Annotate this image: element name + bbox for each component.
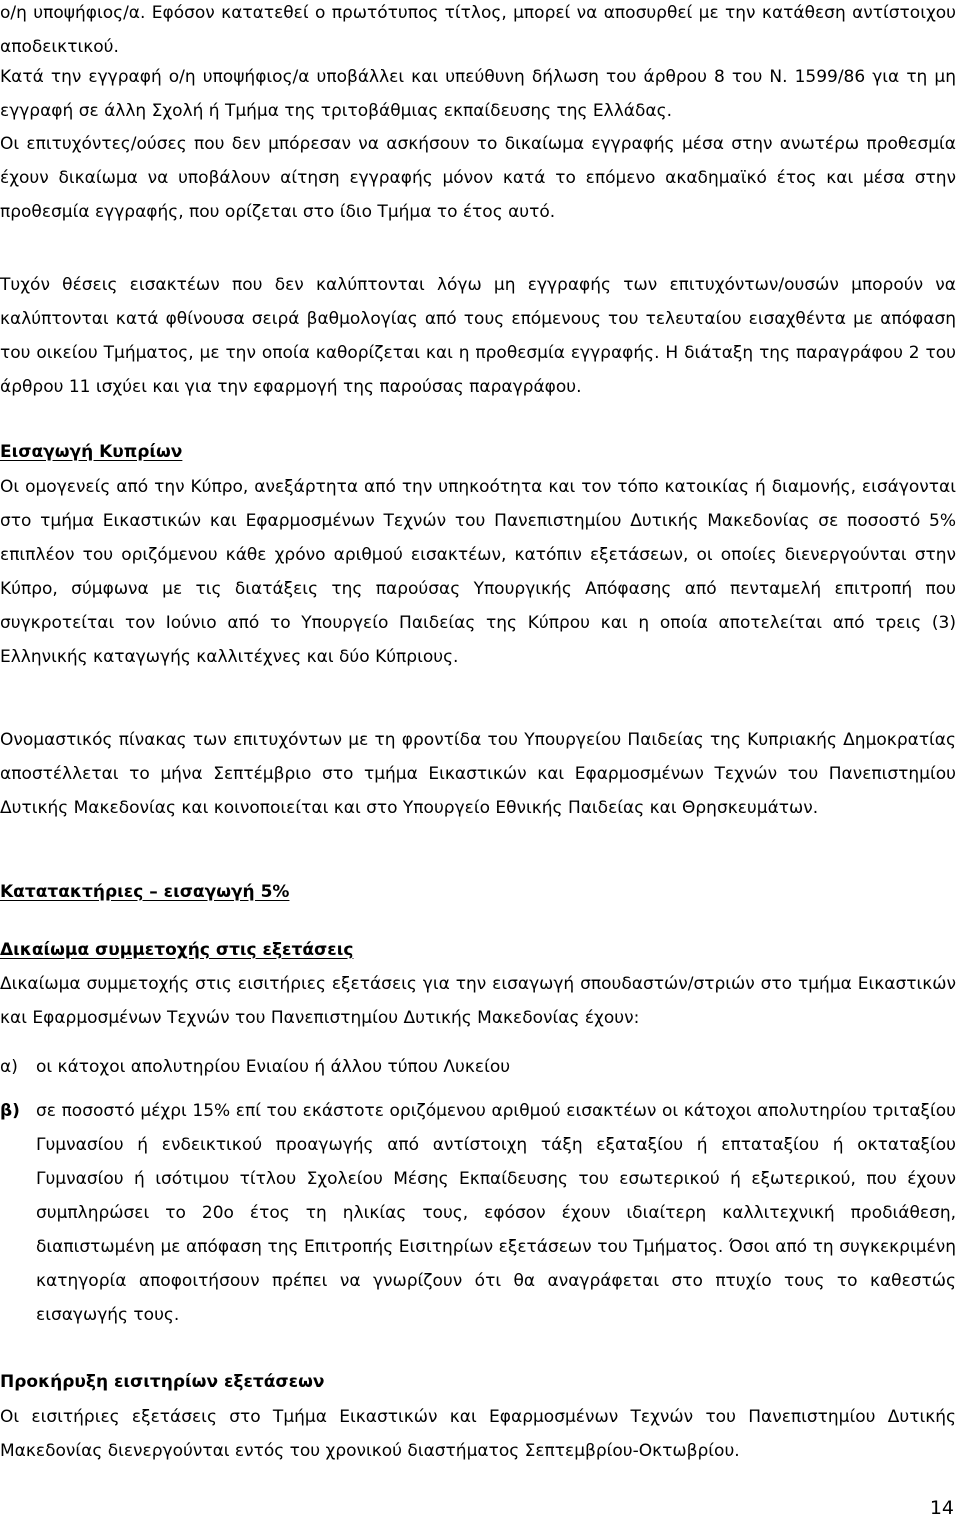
list-marker-a: α) <box>0 1057 18 1077</box>
paragraph-participation-intro: Δικαίωμα συμμετοχής στις εισιτήριες εξετάσεις για την εισαγωγή σπουδαστών/στριών στο τμήμα Εικαστικών και Εφαρμοσμένων Τεχνών του Πανεπιστημίου Δυτικής Μακεδονίας έχουν: <box>0 974 956 1028</box>
list-marker-b: β) <box>0 1101 20 1121</box>
paragraph-vacant-positions: Τυχόν θέσεις εισακτέων που δεν καλύπτονται λόγω μη εγγραφής των επιτυχόντων/ουσών μπορούν να καλύπτονται κατά φθίνουσα σειρά βαθμολογίας από τους επόμενους του τελευταίου εισαχθέντα με απόφαση του οικείου Τμήματος, με την οποία καθορίζεται και η προθεσμία εγγραφής. Η διάταξη της παραγράφου 2 του άρθρου 11 ισχύει και για την εφαρμογή της παρούσας παραγράφου. <box>0 275 956 397</box>
heading-placement-exams: Κατατακτήριες – εισαγωγή 5% <box>0 882 290 902</box>
paragraph-cyprus-list: Ονομαστικός πίνακας των επιτυχόντων με τη φροντίδα του Υπουργείου Παιδείας της Κυπριακής Δημοκρατίας αποστέλλεται το μήνα Σεπτέμβριο στο τμήμα Εικαστικών και Εφαρμοσμένων Τεχνών του Πανεπιστημίου Δυτικής Μακεδονίας και κοινοποιείται και στο Υπουργείο Εθνικής Παιδείας και Θρησκευμάτων. <box>0 730 956 818</box>
list-text-a: οι κάτοχοι απολυτηρίου Ενιαίου ή άλλου τύπου Λυκείου <box>36 1057 511 1077</box>
heading-participation-right: Δικαίωμα συμμετοχής στις εξετάσεις <box>0 940 354 960</box>
paragraph-registration-declaration: Κατά την εγγραφή ο/η υποψήφιος/α υποβάλλει και υπεύθυνη δήλωση του άρθρου 8 του Ν. 1599/86 για τη μη εγγραφή σε άλλη Σχολή ή Τμήμα της τριτοβάθμιας εκπαίδευσης της Ελλάδας. <box>0 67 956 121</box>
paragraph-late-registration: Οι επιτυχόντες/ούσες που δεν μπόρεσαν να ασκήσουν το δικαίωμα εγγραφής μέσα στην ανωτέρω προθεσμία έχουν δικαίωμα να υποβάλουν αίτηση εγγραφής μόνον κατά το επόμενο ακαδημαϊκό έτος και μέσα στην προθεσμία εγγραφής, που ορίζεται στο ίδιο Τμήμα το έτος αυτό. <box>0 134 956 222</box>
paragraph-cyprus-admission: Οι ομογενείς από την Κύπρο, ανεξάρτητα από την υπηκοότητα και τον τόπο κατοικίας ή διαμονής, εισάγονται στο τμήμα Εικαστικών και Εφαρμοσμένων Τεχνών του Πανεπιστημίου Δυτικής Μακεδονίας σε ποσοστό 5% επιπλέον του οριζόμενου κάθε χρόνο αριθμού εισακτέων, κατόπιν εξετάσεων, οι οποίες διενεργούνται στην Κύπρο, σύμφωνα με τις διατάξεις της παρούσας Υπουργικής Απόφασης από πενταμελή επιτροπή που συγκροτείται τον Ιούνιο από το Υπουργείο Παιδείας της Κύπρου και η οποία αποτελείται από τρεις (3) Ελληνικής καταγωγής καλλιτέχνες και δύο Κύπριους. <box>0 477 956 667</box>
heading-cyprus-admission: Εισαγωγή Κυπρίων <box>0 442 183 462</box>
paragraph-exam-announcement: Οι εισιτήριες εξετάσεις στο Τμήμα Εικαστικών και Εφαρμοσμένων Τεχνών του Πανεπιστημίου Δυτικής Μακεδονίας διενεργούνται εντός του χρονικού διαστήματος Σεπτεμβρίου-Οκτωβρίου. <box>0 1407 956 1461</box>
page-number: 14 <box>929 1497 954 1519</box>
paragraph-continuation: ο/η υποψήφιος/α. Εφόσον κατατεθεί ο πρωτότυπος τίτλος, μπορεί να αποσυρθεί με την κατάθεση αντίστοιχου αποδεικτικού. <box>0 3 956 57</box>
heading-exam-announcement: Προκήρυξη εισιτηρίων εξετάσεων <box>0 1372 325 1392</box>
list-text-b: σε ποσοστό μέχρι 15% επί του εκάστοτε οριζόμενου αριθμού εισακτέων οι κάτοχοι απολυτηρίου τριταξίου Γυμνασίου ή ενδεικτικού προαγωγής από αντίστοιχη τάξη εξαταξίου ή επταταξίου ή οκταταξίου Γυμνασίου ή ισότιμου τίτλου Σχολείου Μέσης Εκπαίδευσης του εσωτερικού ή εξωτερικού, που έχουν συμπληρώσει το 20ο έτος τη ηλικίας τους, εφόσον έχουν ιδιαίτερη καλλιτεχνική προδιάθεση, διαπιστωμένη με απόφαση της Επιτροπής Εισιτηρίων εξετάσεων του Τμήματος. Όσοι από τη συγκεκριμένη κατηγορία αποφοιτήσουν πρέπει να γνωρίζουν ότι θα αναγράφεται στο πτυχίο τους το καθεστώς εισαγωγής τους. <box>36 1101 956 1325</box>
